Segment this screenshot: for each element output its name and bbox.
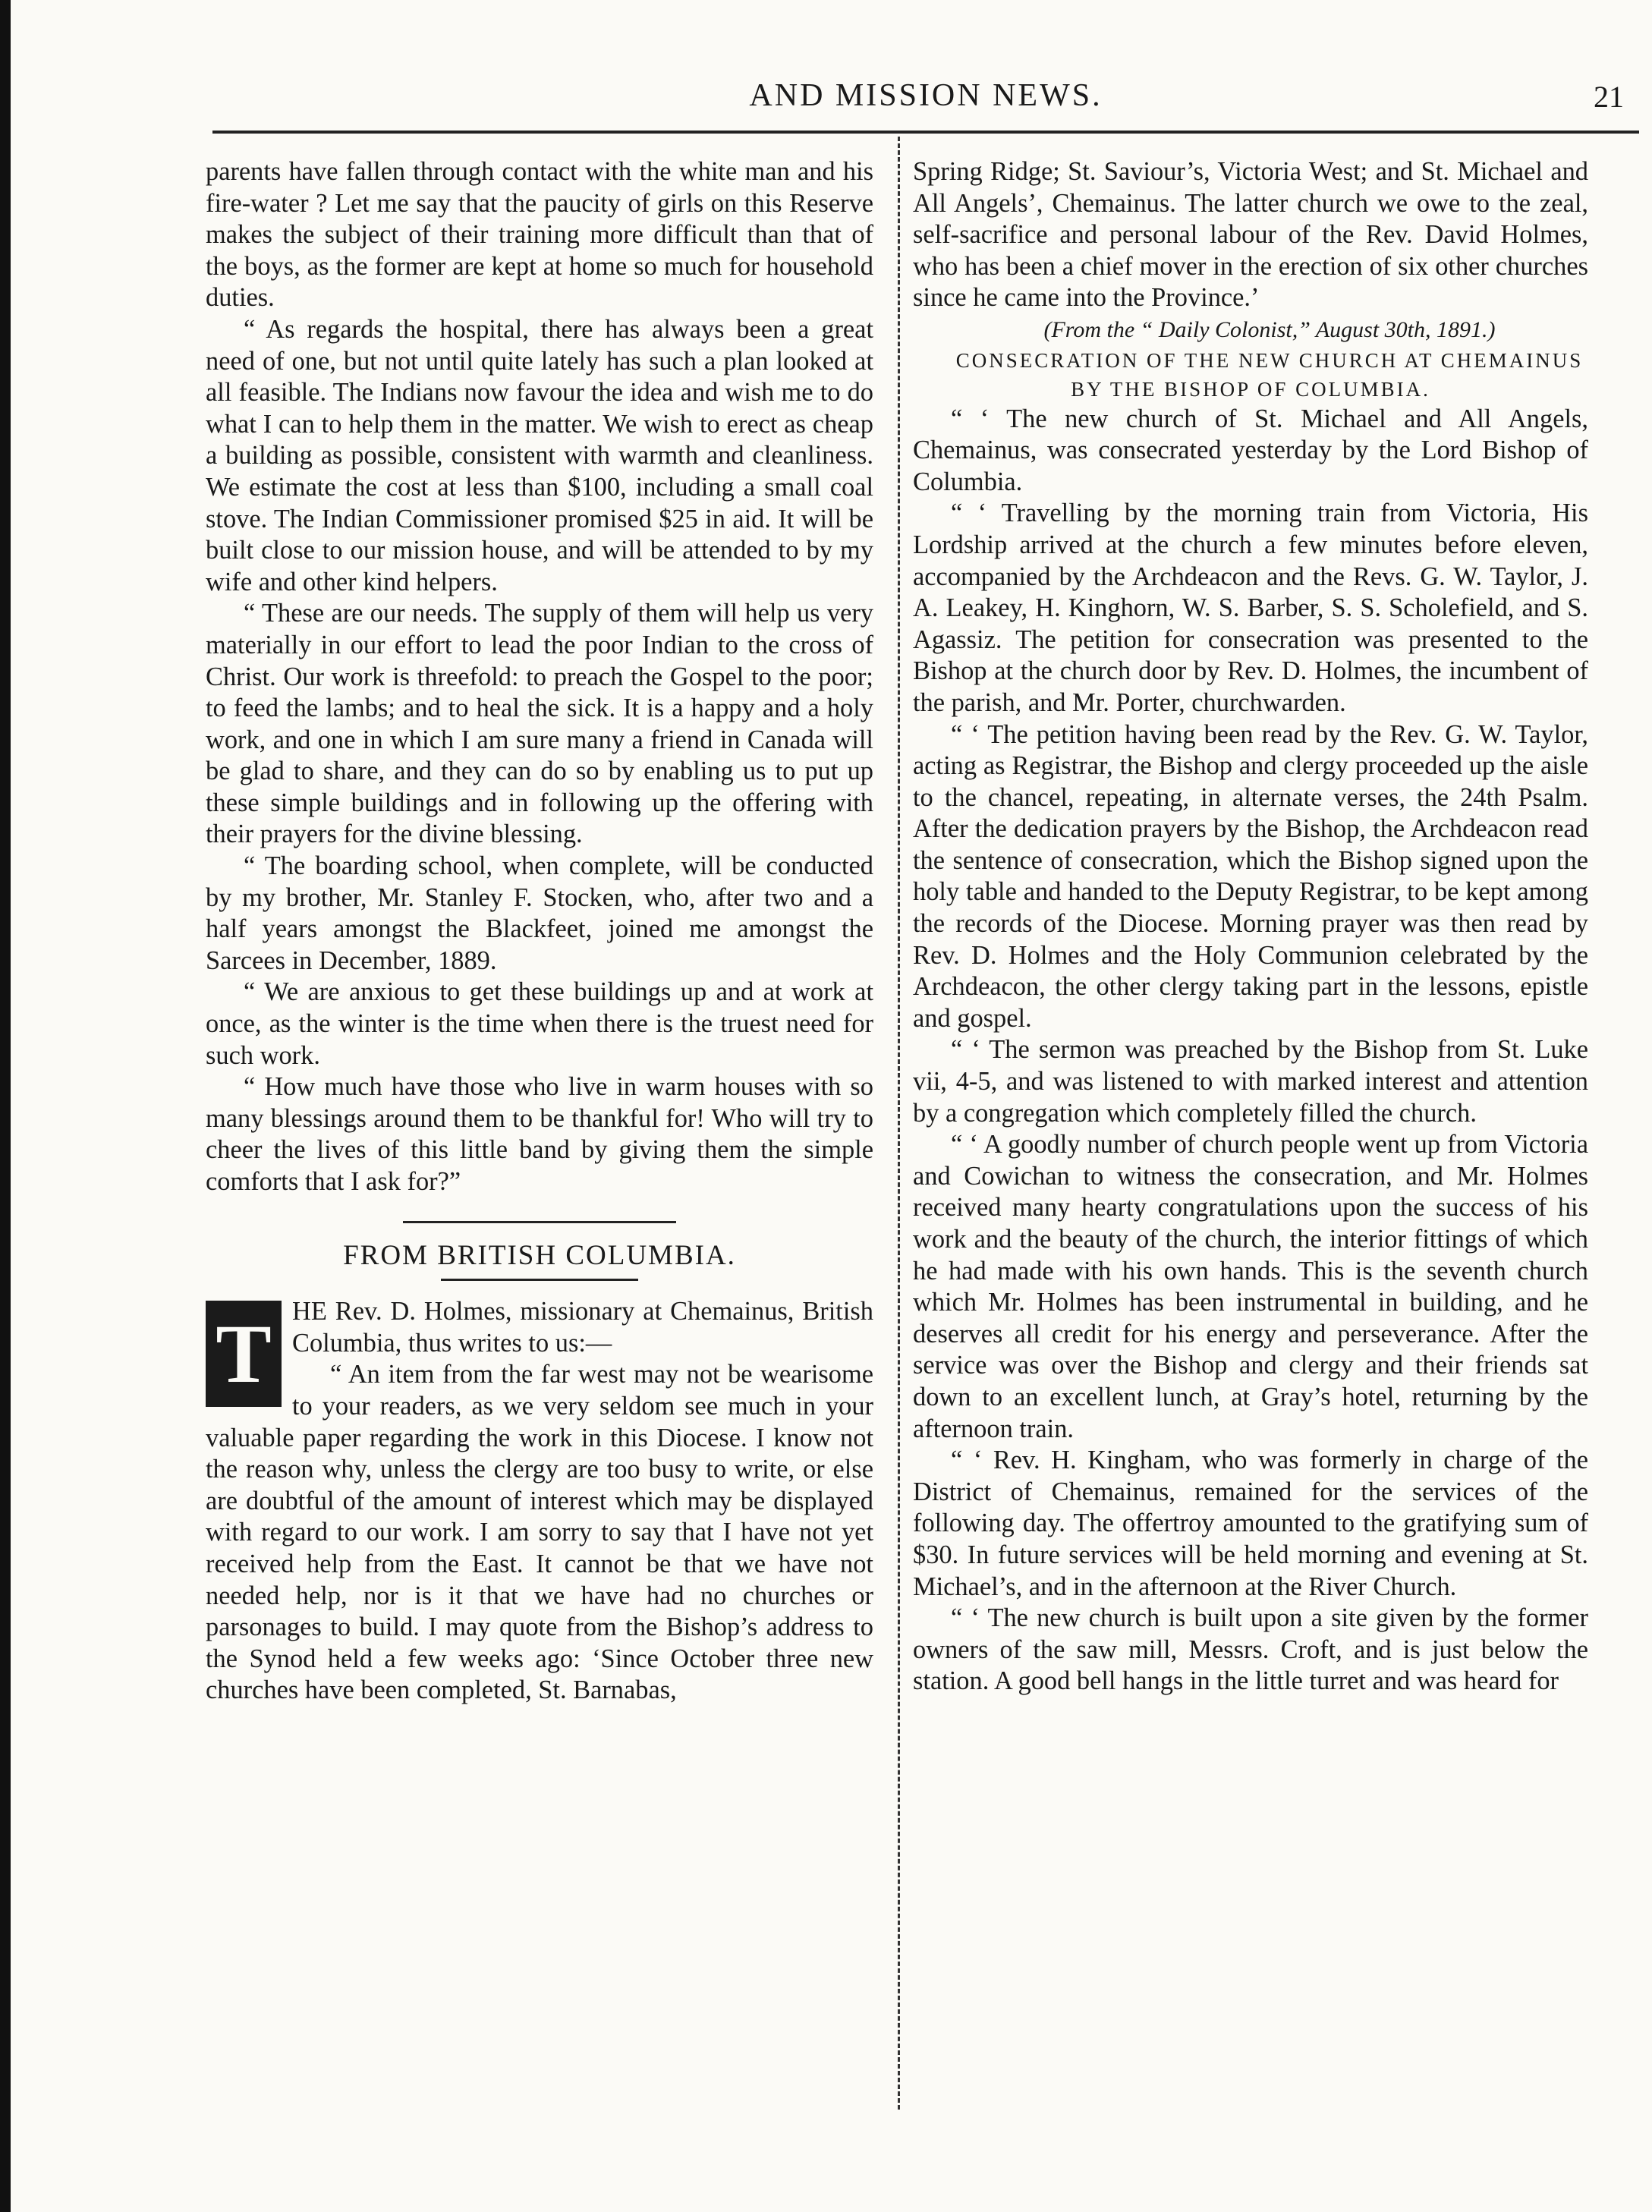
page-number: 21 [1594,80,1624,114]
article-intro [206,1296,873,1707]
left-column [206,156,873,1707]
paragraph: “ How much have those who live in warm houses with so many blessings around them to be thankful for! Who will try to cheer the lives of this little band by giving them the simple comforts that I ask for?” [206,1072,873,1196]
ornamental-dropcap: T [206,1301,282,1407]
source-citation: (From the “ Daily Colonist,” August 30th, 1891.) [1043,316,1496,342]
paragraph: “ As regards the hospital, there has always been a great need of one, but not until quite lately has such a plan looked at all feasible. The Indians now favour the idea and wish me to do what I can to help them in the matter. We wish to erect as cheap a building as possible, consistent with warmth and cleanliness. We estimate the cost at less than $100, including a small coal stove. The Indian Commissioner promised $25 in aid. It will be built close to our mission house, and will be attended to by my wife and other kind helpers. [206,314,873,596]
intro-paragraph: HE Rev. D. Holmes, missionary at Chemainus, British Columbia, thus writes to us:— [292,1297,873,1358]
article-subheading: CONSECRATION OF THE NEW CHURCH AT CHEMAINUS BY THE BISHOP OF COLUMBIA. [955,348,1584,401]
section-heading: FROM BRITISH COLUMBIA. [343,1239,736,1271]
page-spine-shadow [0,0,11,2212]
paragraph: parents have fallen through contact with the white man and his fire-water ? Let me say that the paucity of girls on this Reserve makes the subject of their training more difficult than that of the boys, as the former are kept at home so much for household duties. [206,157,873,313]
paragraph: “ ‘ Rev. H. Kingham, who was formerly in charge of the District of Chemainus, remained for the services of the following day. The offertroy amounted to the gratifying sum of $30. In future services will be held morning and evening at St. Michael’s, and in the afternoon at the River Church. [913,1446,1588,1601]
paragraph: “ ‘ The new church is built upon a site given by the former owners of the saw mill, Messrs. Croft, and is just below the station. A good bell hangs in the little turret and was heard for [913,1603,1588,1696]
paragraph: “ These are our needs. The supply of them will help us very materially in our effort to lead the poor Indian to the cross of Christ. Our work is threefold: to preach the Gospel to the poor; to feed the lambs; and to heal the sick. It is a happy and a holy work, and one in which I am sure many a friend in Canada will be glad to share, and they can do so by enabling us to put up these simple buildings and in following up the offering with their prayers for the divine blessing. [206,599,873,849]
column-divider [898,137,900,2110]
paragraph: “ An item from the far west may not be wearisome to your readers, as we very seldom see much in your valuable paper regarding the work in this Diocese. I know not the reason why, unless the clergy are too busy to write, or else are doubtful of the amount of interest which may be displayed with regard to our work. I am sorry to say that I have not yet received help from the East. It cannot be that we have not needed help, nor is it that we have had no churches or parsonages to build. I may quote from the Bishop’s address to the Synod held a few weeks ago: ‘Since October three new churches have been completed, St. Barnabas, [206,1360,873,1705]
paragraph: “ ‘ The new church of St. Michael and All Angels, Chemainus, was consecrated yesterday by the Lord Bishop of Columbia. [913,404,1588,496]
paragraph: “ ‘ Travelling by the morning train from Victoria, His Lordship arrived at the church a few minutes before eleven, accompanied by the Archdeacon and the Revs. G. W. Taylor, J. A. Leakey, H. Kinghorn, W. S. Barber, S. S. Scholefield, and S. Agassiz. The petition for consecration was presented to the Bishop at the church door by Rev. D. Holmes, the incumbent of the parish, and Mr. Porter, churchwarden. [913,499,1588,717]
paragraph: “ We are anxious to get these buildings up and at work at once, as the winter is the time when there is the truest need for such work. [206,977,873,1070]
paragraph: “ ‘ A goodly number of church people went up from Victoria and Cowichan to witness the consecration, and Mr. Holmes received many hearty congratulations upon the success of his work and the beauty of the church, the interior fittings of which he had made with his own hands. This is the seventh church which Mr. Holmes has been instrumental in building, and he deserves all credit for his energy and perseverance. After the service was over the Bishop and clergy and their friends sat down to an excellent lunch, at Gray’s hotel, returning by the afternoon train. [913,1130,1588,1443]
right-column [913,156,1588,1698]
page-header [212,77,1639,134]
paragraph: “ ‘ The petition having been read by the Rev. G. W. Taylor, acting as Registrar, the Bishop and clergy proceeded up the aisle to the chancel, repeating, in alternate verses, the 24th Psalm. After the dedication prayers by the Bishop, the Archdeacon read the sentence of consecration, which the Bishop signed upon the holy table and handed to the Deputy Registrar, to be kept among the records of the Diocese. Morning prayer was then read by Rev. D. Holmes and the Holy Communion celebrated by the Archdeacon, the other clergy taking part in the lessons, epistle and gospel. [913,719,1588,1033]
section-separator-short [441,1279,638,1281]
paragraph: Spring Ridge; St. Saviour’s, Victoria West; and St. Michael and All Angels’, Chemainus. The latter church we owe to the zeal, self-sacrifice and personal labour of the Rev. David Holmes, who has been a chief mover in the erection of six other churches since he came into the Province.’ [913,157,1588,313]
running-title: AND MISSION NEWS. [749,78,1103,113]
paragraph: “ ‘ The sermon was preached by the Bishop from St. Luke vii, 4-5, and was listened to with marked interest and attention by a congregation which completely filled the church. [913,1035,1588,1128]
paragraph: “ The boarding school, when complete, will be conducted by my brother, Mr. Stanley F. Stocken, who, after two and a half years amongst the Blackfeet, joined me amongst the Sarcees in December, 1889. [206,851,873,975]
section-separator [403,1221,676,1223]
